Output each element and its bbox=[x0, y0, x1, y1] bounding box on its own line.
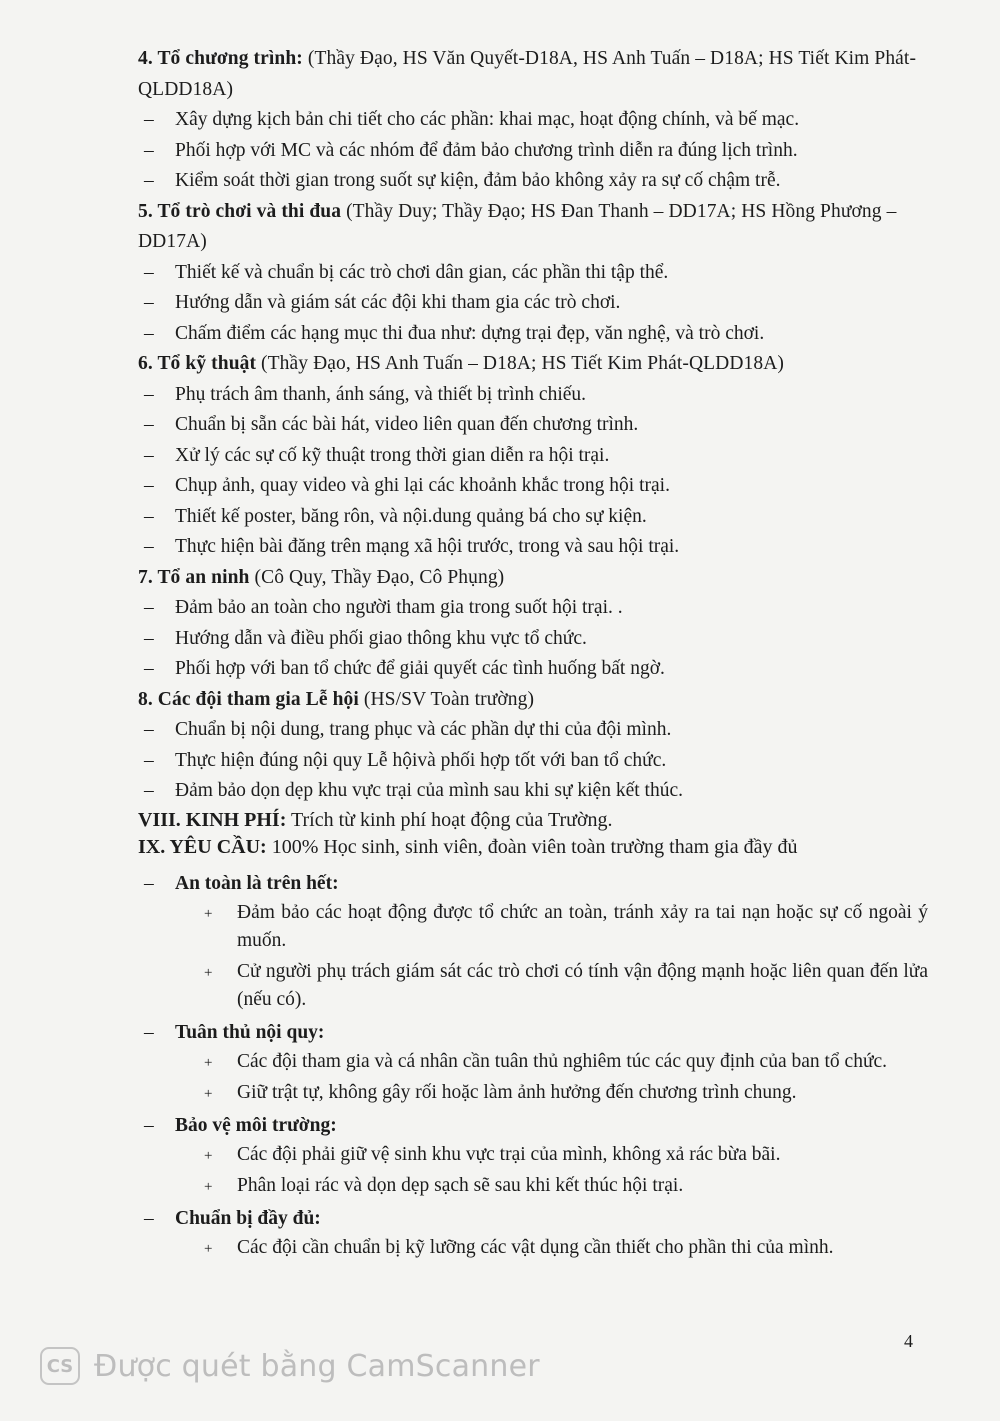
plus-bullet: + bbox=[204, 906, 213, 922]
requirement-group-title-text: Chuẩn bị đầy đủ: bbox=[175, 1208, 321, 1229]
requirement-group-title-text: An toàn là trên hết: bbox=[175, 873, 339, 894]
dash-bullet: – bbox=[144, 1208, 154, 1229]
list-item-text: Phối hợp với ban tổ chức để giải quyết các tình huống bất ngờ. bbox=[175, 658, 665, 679]
dash-bullet: – bbox=[144, 597, 154, 618]
dash-bullet: – bbox=[144, 658, 154, 679]
requirement-item-text: Các đội tham gia và cá nhân cần tuân thủ nghiêm túc các quy định của ban tổ chức. bbox=[237, 1051, 888, 1072]
dash-bullet: – bbox=[144, 444, 154, 466]
camscanner-logo-icon: CS bbox=[40, 1347, 80, 1385]
list-item bbox=[138, 746, 928, 777]
list-item bbox=[138, 532, 928, 563]
dash-bullet: – bbox=[144, 261, 154, 283]
dash-bullet: – bbox=[144, 383, 154, 405]
dash-bullet: – bbox=[144, 322, 154, 344]
section-5-people: (Thầy Duy; Thầy Đạo; HS Đan Thanh – DD17A; HS Hồng Phương – DD17A) bbox=[138, 200, 897, 252]
section-7-heading bbox=[138, 563, 928, 594]
section-7-title: 7. Tổ an ninh bbox=[138, 566, 250, 588]
watermark-text: Được quét bằng CamScanner bbox=[94, 1348, 540, 1384]
requirements-line bbox=[138, 834, 928, 861]
section-4-title: 4. Tổ chương trình: bbox=[138, 48, 303, 69]
sections-block bbox=[138, 44, 928, 861]
plus-bullet: + bbox=[204, 1055, 213, 1071]
list-item bbox=[138, 715, 928, 746]
section-4-heading bbox=[138, 44, 928, 105]
list-item bbox=[138, 654, 928, 685]
requirement-group-title bbox=[138, 1017, 928, 1048]
plus-bullet: + bbox=[204, 1241, 213, 1257]
list-item-text: Kiểm soát thời gian trong suốt sự kiện, đảm bảo không xảy ra sự cố chậm trễ. bbox=[175, 170, 781, 191]
list-item-text: Thiết kế và chuẩn bị các trò chơi dân gian, các phần thi tập thể. bbox=[175, 261, 669, 283]
list-item-text: Phối hợp với MC và các nhóm để đảm bảo chương trình diễn ra đúng lịch trình. bbox=[175, 139, 798, 161]
section-6-people: (Thầy Đạo, HS Anh Tuấn – D18A; HS Tiết Kim Phát-QLDD18A) bbox=[256, 353, 784, 374]
list-item bbox=[138, 593, 928, 624]
requirements-text: 100% Học sinh, sinh viên, đoàn viên toàn trường tham gia đầy đủ bbox=[266, 835, 798, 858]
list-item-text: Hướng dẫn và giám sát các đội khi tham gia các trò chơi. bbox=[175, 292, 621, 313]
section-8-title: 8. Các đội tham gia Lễ hội bbox=[138, 688, 359, 710]
list-item bbox=[138, 105, 928, 136]
list-item-text: Đảm bảo an toàn cho người tham gia trong suốt hội trại. . bbox=[175, 597, 623, 618]
requirement-item bbox=[138, 1079, 928, 1107]
funding-label: VIII. KINH PHÍ: bbox=[138, 808, 287, 831]
section-5-title: 5. Tổ trò chơi và thi đua bbox=[138, 200, 342, 222]
section-7-people: (Cô Quy, Thầy Đạo, Cô Phụng) bbox=[249, 566, 505, 588]
dash-bullet: – bbox=[144, 139, 154, 161]
list-item bbox=[138, 136, 928, 167]
list-item bbox=[138, 441, 928, 472]
section-8-people: (HS/SV Toàn trường) bbox=[358, 688, 535, 710]
list-item-text: Xây dựng kịch bản chi tiết cho các phần: khai mạc, hoạt động chính, và bế mạc. bbox=[175, 109, 800, 130]
dash-bullet: – bbox=[144, 780, 154, 801]
requirements-label: IX. YÊU CẦU: bbox=[138, 835, 267, 858]
list-item-text: Chuẩn bị nội dung, trang phục và các phần dự thi của đội mình. bbox=[175, 719, 672, 740]
dash-bullet: – bbox=[144, 1022, 154, 1043]
requirement-item-text: Giữ trật tự, không gây rối hoặc làm ảnh hưởng đến chương trình chung. bbox=[237, 1082, 797, 1103]
section-8-heading bbox=[138, 685, 928, 716]
list-item bbox=[138, 776, 928, 807]
dash-bullet: – bbox=[144, 873, 154, 894]
list-item-text: Thực hiện đúng nội quy Lễ hộivà phối hợp tốt với ban tổ chức. bbox=[175, 749, 667, 771]
list-item bbox=[138, 410, 928, 441]
section-6-heading bbox=[138, 349, 928, 380]
dash-bullet: – bbox=[144, 536, 154, 557]
dash-bullet: – bbox=[144, 109, 154, 130]
funding-line bbox=[138, 807, 928, 834]
requirement-group-title-text: Bảo vệ môi trường: bbox=[175, 1115, 337, 1136]
dash-bullet: – bbox=[144, 414, 154, 435]
list-item bbox=[138, 502, 928, 533]
section-4-people: (Thầy Đạo, HS Văn Quyết-D18A, HS Anh Tuấn – D18A; HS Tiết Kim Phát-QLDD18A) bbox=[138, 48, 917, 100]
requirement-item-text: Các đội phải giữ vệ sinh khu vực trại của mình, không xả rác bừa bãi. bbox=[237, 1144, 781, 1165]
requirement-item-text: Các đội cần chuẩn bị kỹ lưỡng các vật dụng cần thiết cho phần thi của mình. bbox=[237, 1237, 834, 1258]
requirement-item bbox=[138, 1234, 928, 1262]
requirement-item bbox=[138, 1172, 928, 1200]
list-item bbox=[138, 288, 928, 319]
requirement-item-text: Cử người phụ trách giám sát các trò chơi có tính vận động mạnh hoặc liên quan đến lửa (nếu có). bbox=[237, 961, 928, 1010]
list-item-text: Chuẩn bị sẵn các bài hát, video liên quan đến chương trình. bbox=[175, 414, 639, 435]
requirement-group-title bbox=[138, 1203, 928, 1234]
list-item bbox=[138, 166, 928, 197]
list-item bbox=[138, 258, 928, 289]
requirement-group-title bbox=[138, 868, 928, 899]
page-number: 4 bbox=[904, 1331, 913, 1351]
dash-bullet: – bbox=[144, 749, 154, 771]
section-5-heading bbox=[138, 197, 928, 258]
list-item bbox=[138, 380, 928, 411]
dash-bullet: – bbox=[144, 292, 154, 313]
list-item-text: Đảm bảo dọn dẹp khu vực trại của mình sau khi sự kiện kết thúc. bbox=[175, 780, 683, 801]
section-6-title: 6. Tổ kỹ thuật bbox=[138, 353, 257, 374]
plus-bullet: + bbox=[204, 1179, 213, 1195]
dash-bullet: – bbox=[144, 1115, 154, 1136]
dash-bullet: – bbox=[144, 505, 154, 527]
requirement-group-title bbox=[138, 1110, 928, 1141]
list-item-text: Thực hiện bài đăng trên mạng xã hội trước, trong và sau hội trại. bbox=[175, 536, 680, 557]
requirement-item bbox=[138, 958, 928, 1014]
funding-text: Trích từ kinh phí hoạt động của Trường. bbox=[286, 808, 613, 831]
requirement-item bbox=[138, 1048, 928, 1076]
dash-bullet: – bbox=[144, 475, 154, 496]
plus-bullet: + bbox=[204, 1086, 213, 1102]
list-item-text: Chấm điểm các hạng mục thi đua như: dựng trại đẹp, văn nghệ, và trò chơi. bbox=[175, 322, 765, 344]
list-item-text: Thiết kế poster, băng rôn, và nội.dung quảng bá cho sự kiện. bbox=[175, 505, 647, 527]
dash-bullet: – bbox=[144, 627, 154, 649]
camscanner-watermark bbox=[40, 1344, 540, 1388]
requirement-group-title-text: Tuân thủ nội quy: bbox=[175, 1022, 325, 1043]
list-item-text: Hướng dẫn và điều phối giao thông khu vực tổ chức. bbox=[175, 627, 587, 649]
requirement-item bbox=[138, 1141, 928, 1169]
requirements-block bbox=[138, 868, 928, 1265]
list-item bbox=[138, 624, 928, 655]
list-item bbox=[138, 319, 928, 350]
list-item bbox=[138, 471, 928, 502]
plus-bullet: + bbox=[204, 1148, 213, 1164]
dash-bullet: – bbox=[144, 719, 154, 740]
list-item-text: Xử lý các sự cố kỹ thuật trong thời gian diễn ra hội trại. bbox=[175, 444, 610, 466]
requirement-item bbox=[138, 899, 928, 955]
dash-bullet: – bbox=[144, 170, 154, 191]
plus-bullet: + bbox=[204, 965, 213, 981]
requirement-item-text: Phân loại rác và dọn dẹp sạch sẽ sau khi kết thúc hội trại. bbox=[237, 1175, 684, 1196]
list-item-text: Chụp ảnh, quay video và ghi lại các khoảnh khắc trong hội trại. bbox=[175, 475, 670, 496]
list-item-text: Phụ trách âm thanh, ánh sáng, và thiết bị trình chiếu. bbox=[175, 383, 587, 405]
requirement-item-text: Đảm bảo các hoạt động được tổ chức an toàn, tránh xảy ra tai nạn hoặc sự cố ngoài ý muốn. bbox=[237, 902, 928, 951]
